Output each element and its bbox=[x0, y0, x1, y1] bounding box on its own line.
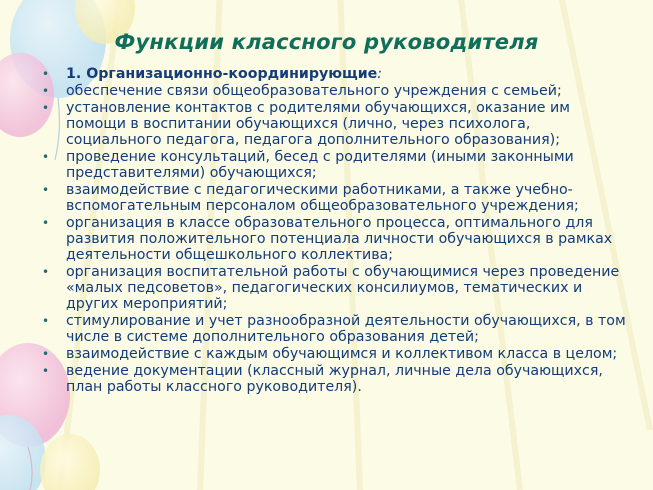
list-item-text: взаимодействие с каждым обучающимся и коллективом класса в целом; bbox=[66, 346, 618, 362]
list-item-text: проведение консультаций, бесед с родителями (иными законными представителями) обучающихся; bbox=[66, 149, 574, 181]
list-item bbox=[40, 215, 630, 263]
bullet-icon: • bbox=[42, 101, 50, 115]
list-item-text: взаимодействие с педагогическими работниками, а также учебно-вспомогательным персоналом общеобразовательного учреждения; bbox=[66, 182, 579, 214]
bullet-icon: • bbox=[42, 183, 50, 197]
list-item bbox=[40, 264, 630, 312]
list-item-text: организация в классе образовательного процесса, оптимального для развития положительного потенциала личности обучающихся в рамках деятельности общешкольного коллектива; bbox=[66, 215, 613, 263]
bullet-icon: • bbox=[42, 84, 50, 98]
list-item bbox=[40, 100, 630, 148]
list-item-text: ведение документации (классный журнал, личные дела обучающихся, план работы классного руководителя). bbox=[66, 363, 603, 395]
list-item bbox=[40, 346, 630, 362]
bullet-icon: • bbox=[42, 67, 50, 81]
slide-title: Функции классного руководителя bbox=[114, 30, 539, 54]
bullet-icon: • bbox=[42, 265, 50, 279]
list-item bbox=[40, 182, 630, 214]
list-item-heading bbox=[40, 66, 630, 82]
function-list bbox=[40, 66, 630, 396]
list-item-text: организация воспитательной работы с обучающимися через проведение «малых педсоветов», педагогических консилиумов, тематических и других мероприятий; bbox=[66, 264, 620, 312]
section-heading-colon: : bbox=[377, 66, 383, 82]
bullet-icon: • bbox=[42, 347, 50, 361]
bullet-icon: • bbox=[42, 150, 50, 164]
bullet-icon: • bbox=[42, 314, 50, 328]
list-item-text: стимулирование и учет разнообразной деятельности обучающихся, в том числе в системе дополнительного образования детей; bbox=[66, 313, 626, 345]
list-item-text: обеспечение связи общеобразовательного учреждения с семьей; bbox=[66, 83, 562, 99]
list-item bbox=[40, 149, 630, 181]
list-item bbox=[40, 313, 630, 345]
section-heading: 1. Организационно-координирующие bbox=[66, 66, 378, 82]
list-item bbox=[40, 363, 630, 395]
bullet-icon: • bbox=[42, 364, 50, 378]
list-item bbox=[40, 83, 630, 99]
bullet-icon: • bbox=[42, 216, 50, 230]
list-item-text: установление контактов с родителями обучающихся, оказание им помощи в воспитании обучающихся (лично, через психолога, социального педагога, педагога дополнительного образования); bbox=[66, 100, 570, 148]
